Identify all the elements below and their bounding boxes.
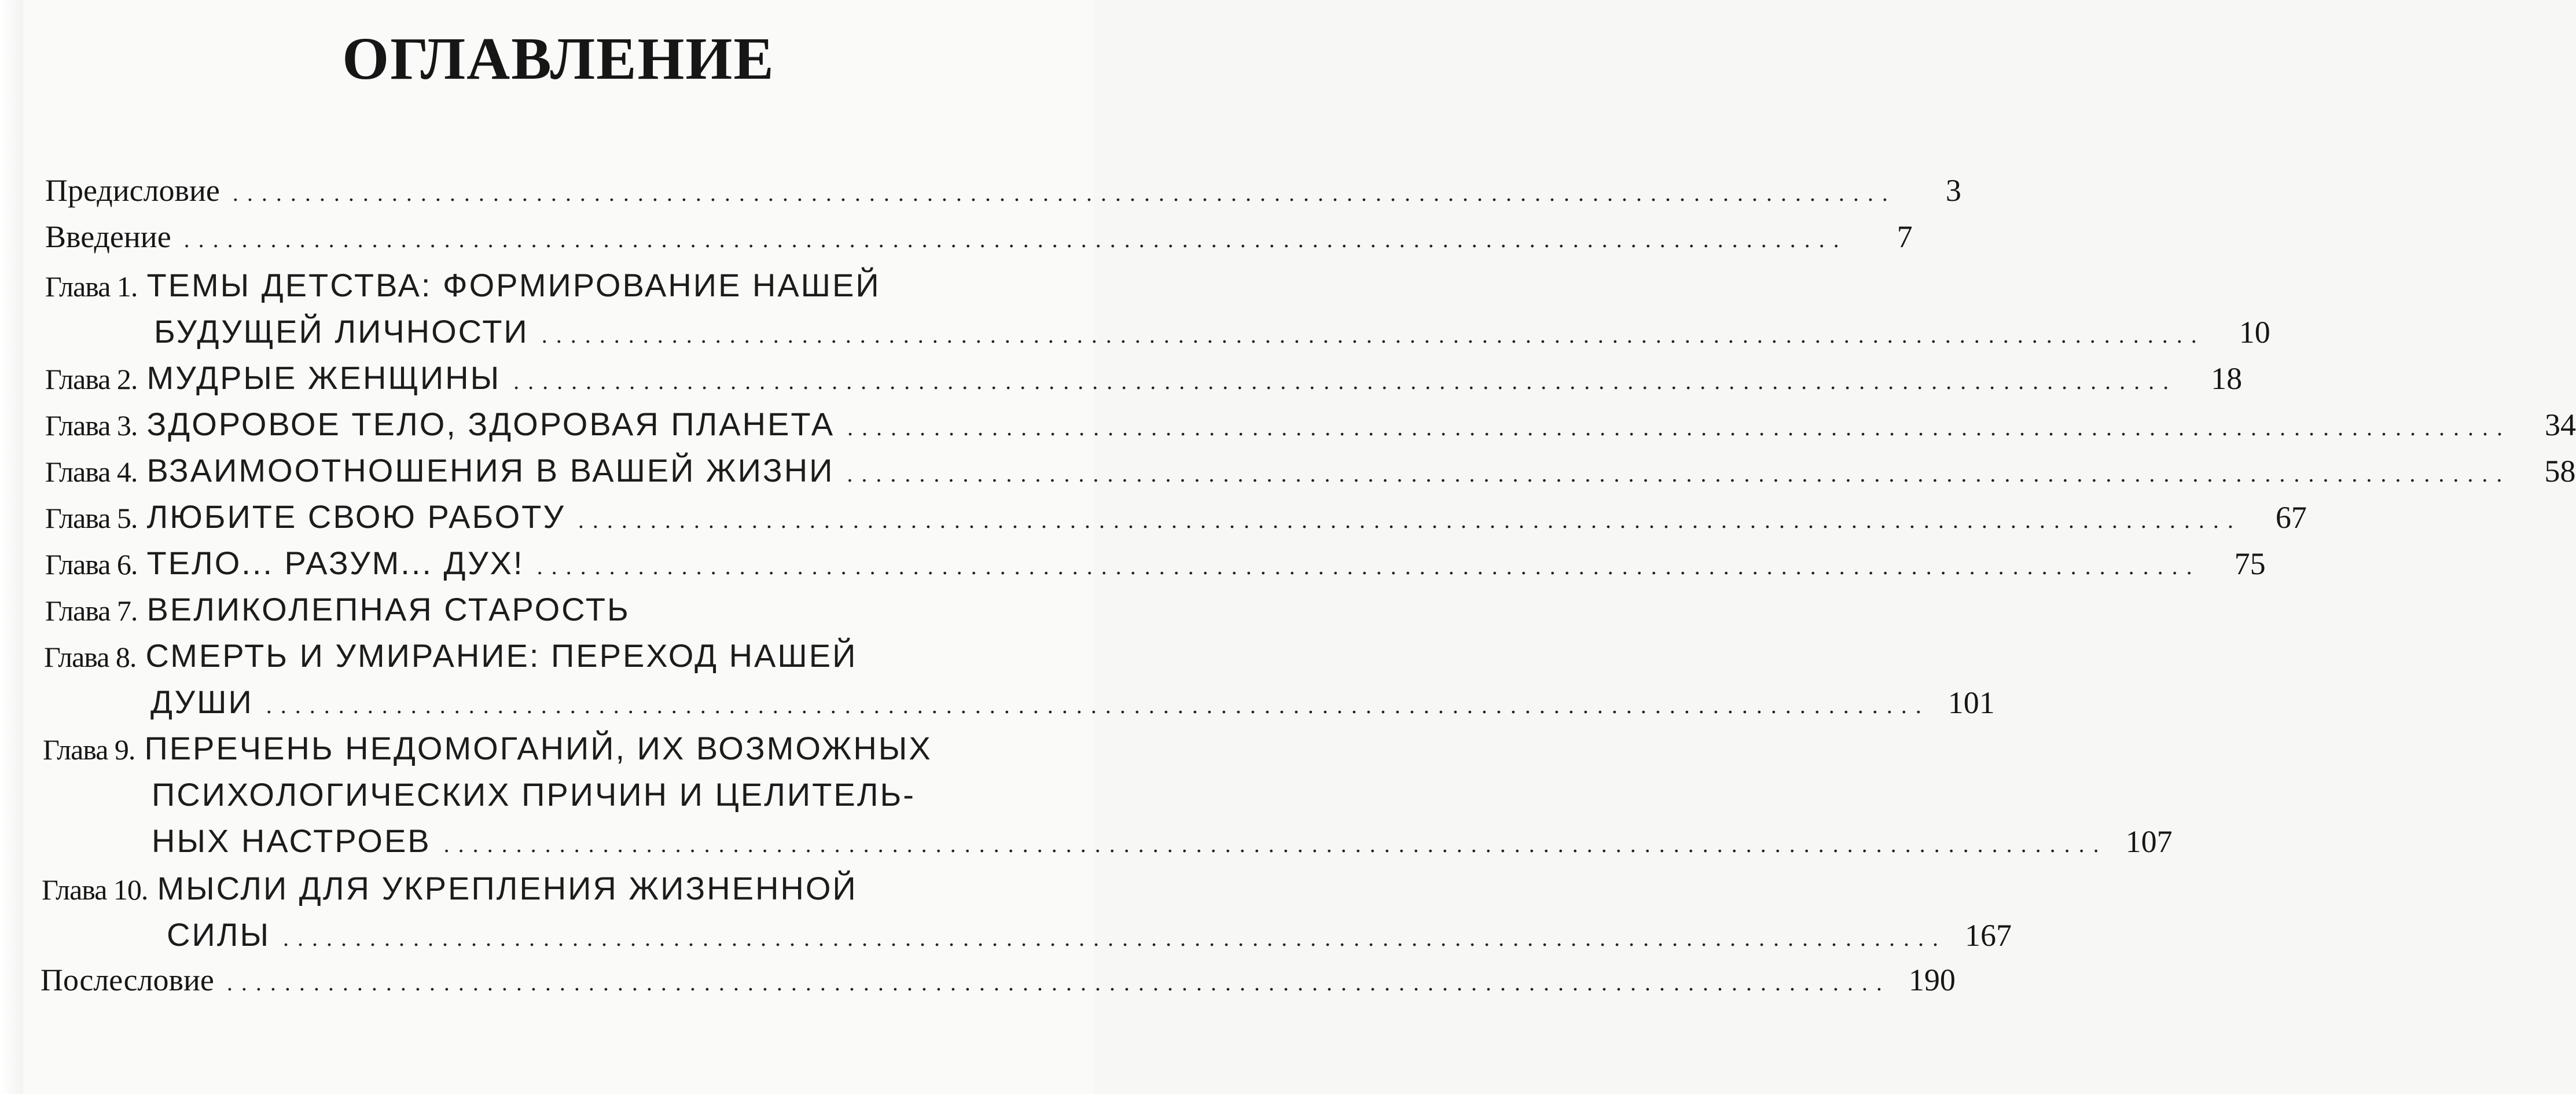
toc-entry-label: Введение [45,219,171,254]
toc-page-number: 101 [1947,685,1995,720]
toc-entry-chapter-1-cont [154,313,2270,359]
toc-entry-chapter-1 [45,266,1031,313]
toc-entry-chapter-5 [45,498,2307,544]
chapter-prefix: Глава 9. [43,733,135,766]
chapter-title-line: МУДРЫЕ ЖЕНЩИНЫ [146,359,501,396]
toc-page-number: 167 [1965,918,2012,953]
chapter-prefix: Глава 10. [42,873,148,906]
chapter-title-line: ТЕМЫ ДЕТСТВА: ФОРМИРОВАНИЕ НАШЕЙ [146,267,881,303]
chapter-prefix: Глава 5. [45,502,138,534]
dot-leader: ................................................................................................................... [541,322,2206,348]
dot-leader: ................................................................................................................... [183,226,1848,252]
toc-entry-chapter-6 [45,544,2266,590]
toc-entry-chapter-2 [45,359,2243,405]
chapter-title-line: МЫСЛИ ДЛЯ УКРЕПЛЕНИЯ ЖИЗНЕННОЙ [157,870,858,906]
chapter-prefix: Глава 1. [45,270,138,303]
toc-entry-preface [45,172,1961,219]
toc-entry-chapter-9 [43,729,1026,776]
chapter-prefix: Глава 4. [45,456,138,488]
chapter-title-line: ПЕРЕЧЕНЬ НЕДОМОГАНИЙ, ИХ ВОЗМОЖНЫХ [144,730,932,766]
toc-entry-chapter-8-cont [150,683,1995,729]
chapter-title-line: СИЛЫ [167,916,271,953]
toc-entry-label: Предисловие [45,173,220,208]
toc-page-number: 190 [1908,963,1956,997]
dot-leader: ................................................................................................................... [283,925,1947,951]
dot-leader: ................................................................................................................... [226,970,1891,996]
toc-entry-chapter-8 [44,637,1026,683]
dot-leader: ................................................................................................................... [513,368,2178,394]
toc-page-number: 18 [2211,361,2243,396]
toc-page-number: 107 [2125,824,2173,859]
chapter-title-line: ВЗАИМООТНОШЕНИЯ В ВАШЕЙ ЖИЗНИ [146,452,835,489]
page-title: ОГЛАВЛЕНИЕ [342,25,775,92]
toc-entry-chapter-7 [45,590,1026,637]
dot-leader: ................................................................................................................... [847,461,2511,487]
chapter-prefix: Глава 8. [44,641,137,673]
toc-page-number: 75 [2234,546,2266,581]
toc-entry-chapter-10-cont [167,916,2012,962]
toc-entry-chapter-9-cont [152,776,1026,822]
dot-leader: ................................................................................................................... [232,180,1897,206]
chapter-title-line: ЗДОРОВОЕ ТЕЛО, ЗДОРОВАЯ ПЛАНЕТА [146,406,835,442]
dot-leader: ................................................................................................................... [443,831,2108,857]
chapter-prefix: Глава 6. [45,548,138,581]
toc-entry-chapter-4 [45,451,2576,498]
dot-leader: ................................................................................................................... [536,553,2201,579]
toc-entry-introduction [45,219,1913,265]
chapter-title-line: ЛЮБИТЕ СВОЮ РАБОТУ [146,498,565,535]
chapter-title-line: НЫХ НАСТРОЕВ [152,823,431,859]
chapter-title-line: ТЕЛО... РАЗУМ... ДУХ! [146,545,524,581]
chapter-prefix: Глава 2. [45,363,138,395]
toc-entry-afterword [41,962,1956,1008]
toc-page-number: 3 [1945,173,1961,208]
dot-leader: ................................................................................................................... [266,692,1930,718]
chapter-prefix: Глава 3. [45,409,138,442]
toc-page-number: 34 [2545,408,2576,442]
chapter-prefix: Глава 7. [45,594,138,627]
toc-entry-chapter-3 [45,405,2576,451]
chapter-title-line: ВЕЛИКОЛЕПНАЯ СТАРОСТЬ [146,591,630,627]
chapter-title-line: СМЕРТЬ И УМИРАНИЕ: ПЕРЕХОД НАШЕЙ [145,637,858,674]
toc-page-number: 58 [2544,454,2576,489]
chapter-title-line: БУДУЩЕЙ ЛИЧНОСТИ [154,313,529,350]
toc-page-number: 7 [1897,219,1913,254]
toc-entry-chapter-9-cont2 [152,822,2173,868]
toc-page-number: 67 [2275,500,2307,535]
toc-entry-chapter-10 [42,869,1026,916]
chapter-title-line: ДУШИ [150,684,253,720]
dot-leader: ................................................................................................................... [847,414,2512,440]
toc-entry-label: Послесловие [41,963,214,997]
dot-leader: ................................................................................................................... [578,507,2242,533]
chapter-title-line: ПСИХОЛОГИЧЕСКИХ ПРИЧИН И ЦЕЛИТЕЛЬ- [152,776,916,813]
toc-page-number: 10 [2239,315,2270,350]
